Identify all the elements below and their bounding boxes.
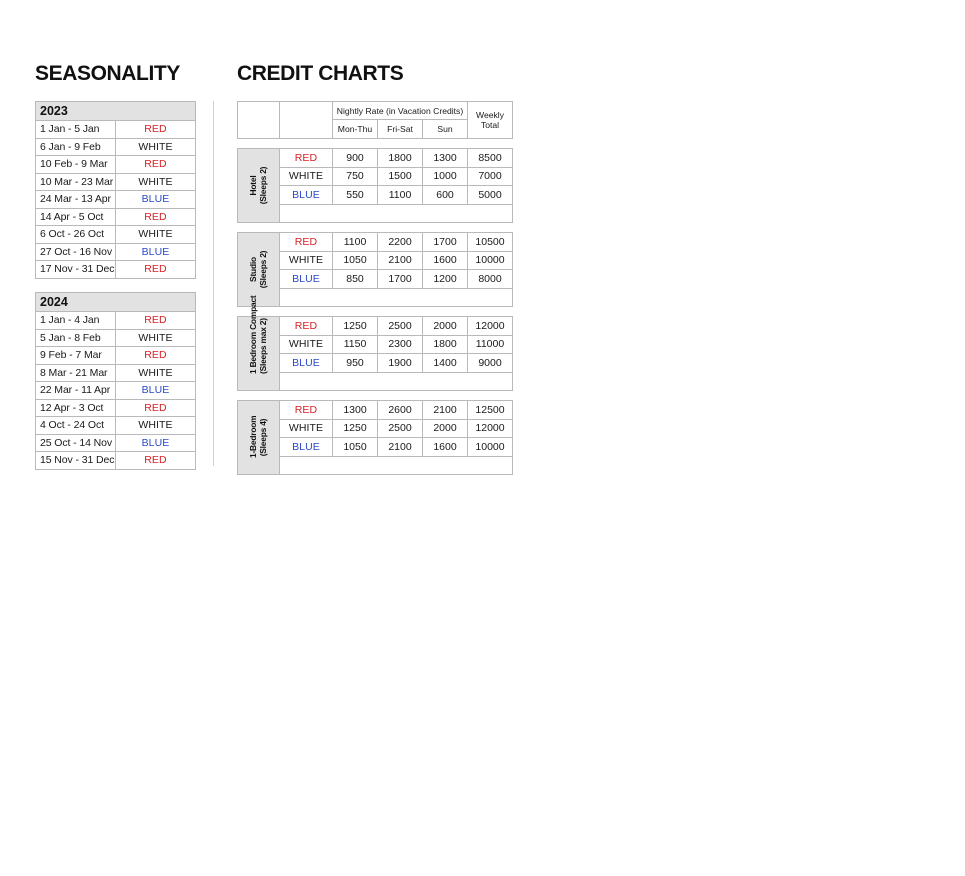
- credit-sun: 2100: [423, 401, 468, 420]
- seasonality-date-range: 22 Mar - 11 Apr: [36, 382, 116, 400]
- vertical-divider: [213, 101, 214, 466]
- header-blank-season: [280, 102, 333, 139]
- credit-chart-table: [237, 400, 513, 475]
- credit-fri-sat: 1100: [378, 186, 423, 205]
- seasonality-row: [36, 121, 196, 139]
- seasonality-season-label: WHITE: [116, 173, 196, 191]
- seasonality-row: [36, 417, 196, 435]
- credit-weekly-total: 10000: [468, 251, 513, 270]
- credit-sun: 1600: [423, 438, 468, 457]
- credit-weekly-total: 7000: [468, 167, 513, 186]
- room-type-text: [248, 295, 268, 374]
- credit-chart-row: [238, 401, 513, 420]
- seasonality-season-label: RED: [116, 312, 196, 330]
- credit-fri-sat: 1700: [378, 270, 423, 289]
- seasonality-date-range: 25 Oct - 14 Nov: [36, 434, 116, 452]
- credit-chart-table: [237, 148, 513, 223]
- credit-season-label: WHITE: [280, 251, 333, 270]
- room-type-line2: (Sleeps 2): [257, 250, 268, 289]
- seasonality-date-range: 12 Apr - 3 Oct: [36, 399, 116, 417]
- credit-chart-row: [238, 149, 513, 168]
- header-nightly-rate: Nightly Rate (in Vacation Credits): [333, 102, 468, 120]
- seasonality-date-range: 6 Jan - 9 Feb: [36, 138, 116, 156]
- seasonality-heading: SEASONALITY: [35, 62, 180, 85]
- credit-fri-sat: 2100: [378, 251, 423, 270]
- room-type-text: [249, 165, 268, 206]
- credit-season-label: RED: [280, 317, 333, 336]
- credit-fri-sat: 2500: [378, 419, 423, 438]
- seasonality-season-label: RED: [116, 261, 196, 279]
- seasonality-row: [36, 434, 196, 452]
- credit-mon-thu: 900: [333, 149, 378, 168]
- seasonality-row: [36, 243, 196, 261]
- credit-chart-spacer-cell: [280, 456, 513, 475]
- credit-season-label: WHITE: [280, 335, 333, 354]
- header-weekly-total-line2: Total: [480, 120, 500, 130]
- credit-sun: 1400: [423, 354, 468, 373]
- seasonality-date-range: 1 Jan - 4 Jan: [36, 312, 116, 330]
- seasonality-row: [36, 399, 196, 417]
- seasonality-date-range: 4 Oct - 24 Oct: [36, 417, 116, 435]
- credit-fri-sat: 2300: [378, 335, 423, 354]
- seasonality-season-label: WHITE: [116, 138, 196, 156]
- credit-weekly-total: 9000: [468, 354, 513, 373]
- credit-fri-sat: 1900: [378, 354, 423, 373]
- credit-season-label: BLUE: [280, 354, 333, 373]
- seasonality-season-label: RED: [116, 156, 196, 174]
- credit-mon-thu: 1250: [333, 419, 378, 438]
- credit-chart-table: [237, 295, 513, 391]
- credit-season-label: BLUE: [280, 438, 333, 457]
- seasonality-row: [36, 156, 196, 174]
- room-type-label: [238, 233, 280, 307]
- seasonality-row: [36, 261, 196, 279]
- seasonality-season-label: BLUE: [116, 243, 196, 261]
- room-type-line1: Studio: [248, 257, 258, 282]
- seasonality-row: [36, 173, 196, 191]
- credit-mon-thu: 850: [333, 270, 378, 289]
- credit-weekly-total: 12000: [468, 317, 513, 336]
- seasonality-year-label: 2023: [36, 102, 196, 121]
- seasonality-row: [36, 226, 196, 244]
- room-type-label: [238, 295, 280, 391]
- header-col-fri-sat: Fri-Sat: [378, 120, 423, 139]
- seasonality-year-label: 2024: [36, 293, 196, 312]
- credit-season-label: WHITE: [280, 419, 333, 438]
- header-col-sun: Sun: [423, 120, 468, 139]
- seasonality-table: [35, 292, 196, 470]
- seasonality-date-range: 10 Feb - 9 Mar: [36, 156, 116, 174]
- room-type-label: [238, 149, 280, 223]
- credit-season-label: RED: [280, 401, 333, 420]
- seasonality-season-label: WHITE: [116, 329, 196, 347]
- seasonality-season-label: RED: [116, 121, 196, 139]
- credit-sun: 1800: [423, 335, 468, 354]
- seasonality-row: [36, 329, 196, 347]
- credit-sun: 600: [423, 186, 468, 205]
- seasonality-row: [36, 452, 196, 470]
- credit-weekly-total: 12000: [468, 419, 513, 438]
- credit-mon-thu: 1250: [333, 317, 378, 336]
- seasonality-date-range: 9 Feb - 7 Mar: [36, 347, 116, 365]
- credit-fri-sat: 2200: [378, 233, 423, 252]
- credit-weekly-total: 11000: [468, 335, 513, 354]
- seasonality-season-label: RED: [116, 399, 196, 417]
- seasonality-season-label: RED: [116, 208, 196, 226]
- credit-mon-thu: 950: [333, 354, 378, 373]
- credit-chart-spacer-cell: [280, 288, 513, 307]
- room-type-line1: 1 Bedroom Compact: [248, 295, 258, 374]
- seasonality-season-label: WHITE: [116, 226, 196, 244]
- room-type-line1: Hotel: [248, 175, 258, 196]
- credit-sun: 2000: [423, 317, 468, 336]
- header-weekly-total-line1: Weekly: [476, 110, 505, 120]
- seasonality-table-2024: [35, 292, 196, 470]
- credit-mon-thu: 1150: [333, 335, 378, 354]
- credit-sun: 1200: [423, 270, 468, 289]
- room-type-line2: (Sleeps 2): [257, 166, 268, 205]
- credit-sun: 1300: [423, 149, 468, 168]
- credit-season-label: BLUE: [280, 186, 333, 205]
- seasonality-date-range: 15 Nov - 31 Dec: [36, 452, 116, 470]
- seasonality-row: [36, 382, 196, 400]
- credit-sun: 1700: [423, 233, 468, 252]
- credit-sun: 2000: [423, 419, 468, 438]
- credit-mon-thu: 750: [333, 167, 378, 186]
- header-blank-roomtype: [238, 102, 280, 139]
- header-col-mon-thu: Mon-Thu: [333, 120, 378, 139]
- credit-chart-row: [238, 317, 513, 336]
- credit-fri-sat: 2100: [378, 438, 423, 457]
- credit-weekly-total: 8000: [468, 270, 513, 289]
- credit-sun: 1600: [423, 251, 468, 270]
- seasonality-date-range: 5 Jan - 8 Feb: [36, 329, 116, 347]
- credit-chart-spacer-cell: [280, 204, 513, 223]
- credit-fri-sat: 1800: [378, 149, 423, 168]
- seasonality-table-2023: [35, 101, 196, 279]
- credit-weekly-total: 10500: [468, 233, 513, 252]
- room-type-text: [249, 417, 268, 458]
- room-type-label: [238, 401, 280, 475]
- credit-fri-sat: 2500: [378, 317, 423, 336]
- credit-season-label: BLUE: [280, 270, 333, 289]
- room-type-line1: 1-Bedroom: [248, 415, 258, 458]
- seasonality-season-label: WHITE: [116, 417, 196, 435]
- seasonality-date-range: 27 Oct - 16 Nov: [36, 243, 116, 261]
- seasonality-season-label: WHITE: [116, 364, 196, 382]
- seasonality-table: [35, 101, 196, 279]
- credit-weekly-total: 12500: [468, 401, 513, 420]
- seasonality-row: [36, 347, 196, 365]
- room-type-line2: (Sleeps 4): [257, 418, 268, 457]
- seasonality-date-range: 17 Nov - 31 Dec: [36, 261, 116, 279]
- credit-weekly-total: 10000: [468, 438, 513, 457]
- seasonality-season-label: BLUE: [116, 191, 196, 209]
- seasonality-date-range: 24 Mar - 13 Apr: [36, 191, 116, 209]
- header-weekly-total: [468, 102, 513, 139]
- seasonality-year-row: [36, 102, 196, 121]
- seasonality-date-range: 6 Oct - 26 Oct: [36, 226, 116, 244]
- credit-sun: 1000: [423, 167, 468, 186]
- credit-fri-sat: 2600: [378, 401, 423, 420]
- credit-header-table: [237, 101, 513, 139]
- credit-fri-sat: 1500: [378, 167, 423, 186]
- credit-weekly-total: 8500: [468, 149, 513, 168]
- credit-chart-row: [238, 233, 513, 252]
- credit-mon-thu: 1300: [333, 401, 378, 420]
- seasonality-date-range: 1 Jan - 5 Jan: [36, 121, 116, 139]
- seasonality-row: [36, 364, 196, 382]
- seasonality-row: [36, 191, 196, 209]
- seasonality-season-label: BLUE: [116, 382, 196, 400]
- credit-mon-thu: 550: [333, 186, 378, 205]
- credit-chart-spacer-cell: [280, 372, 513, 391]
- credit-charts-heading: CREDIT CHARTS: [237, 62, 404, 85]
- credit-header-row-1: [238, 102, 513, 120]
- seasonality-row: [36, 138, 196, 156]
- credit-season-label: WHITE: [280, 167, 333, 186]
- seasonality-season-label: BLUE: [116, 434, 196, 452]
- seasonality-season-label: RED: [116, 452, 196, 470]
- seasonality-row: [36, 208, 196, 226]
- seasonality-row: [36, 312, 196, 330]
- seasonality-date-range: 10 Mar - 23 Mar: [36, 173, 116, 191]
- credit-mon-thu: 1050: [333, 438, 378, 457]
- seasonality-year-row: [36, 293, 196, 312]
- room-type-line2: (Sleeps max 2): [257, 318, 268, 374]
- credit-season-label: RED: [280, 149, 333, 168]
- credit-blocks: [237, 148, 503, 475]
- seasonality-date-range: 14 Apr - 5 Oct: [36, 208, 116, 226]
- credit-weekly-total: 5000: [468, 186, 513, 205]
- credit-mon-thu: 1100: [333, 233, 378, 252]
- credit-season-label: RED: [280, 233, 333, 252]
- room-type-text: [249, 249, 268, 290]
- seasonality-season-label: RED: [116, 347, 196, 365]
- credit-chart-table: [237, 232, 513, 307]
- credit-mon-thu: 1050: [333, 251, 378, 270]
- seasonality-date-range: 8 Mar - 21 Mar: [36, 364, 116, 382]
- credit-charts-container: [237, 101, 503, 475]
